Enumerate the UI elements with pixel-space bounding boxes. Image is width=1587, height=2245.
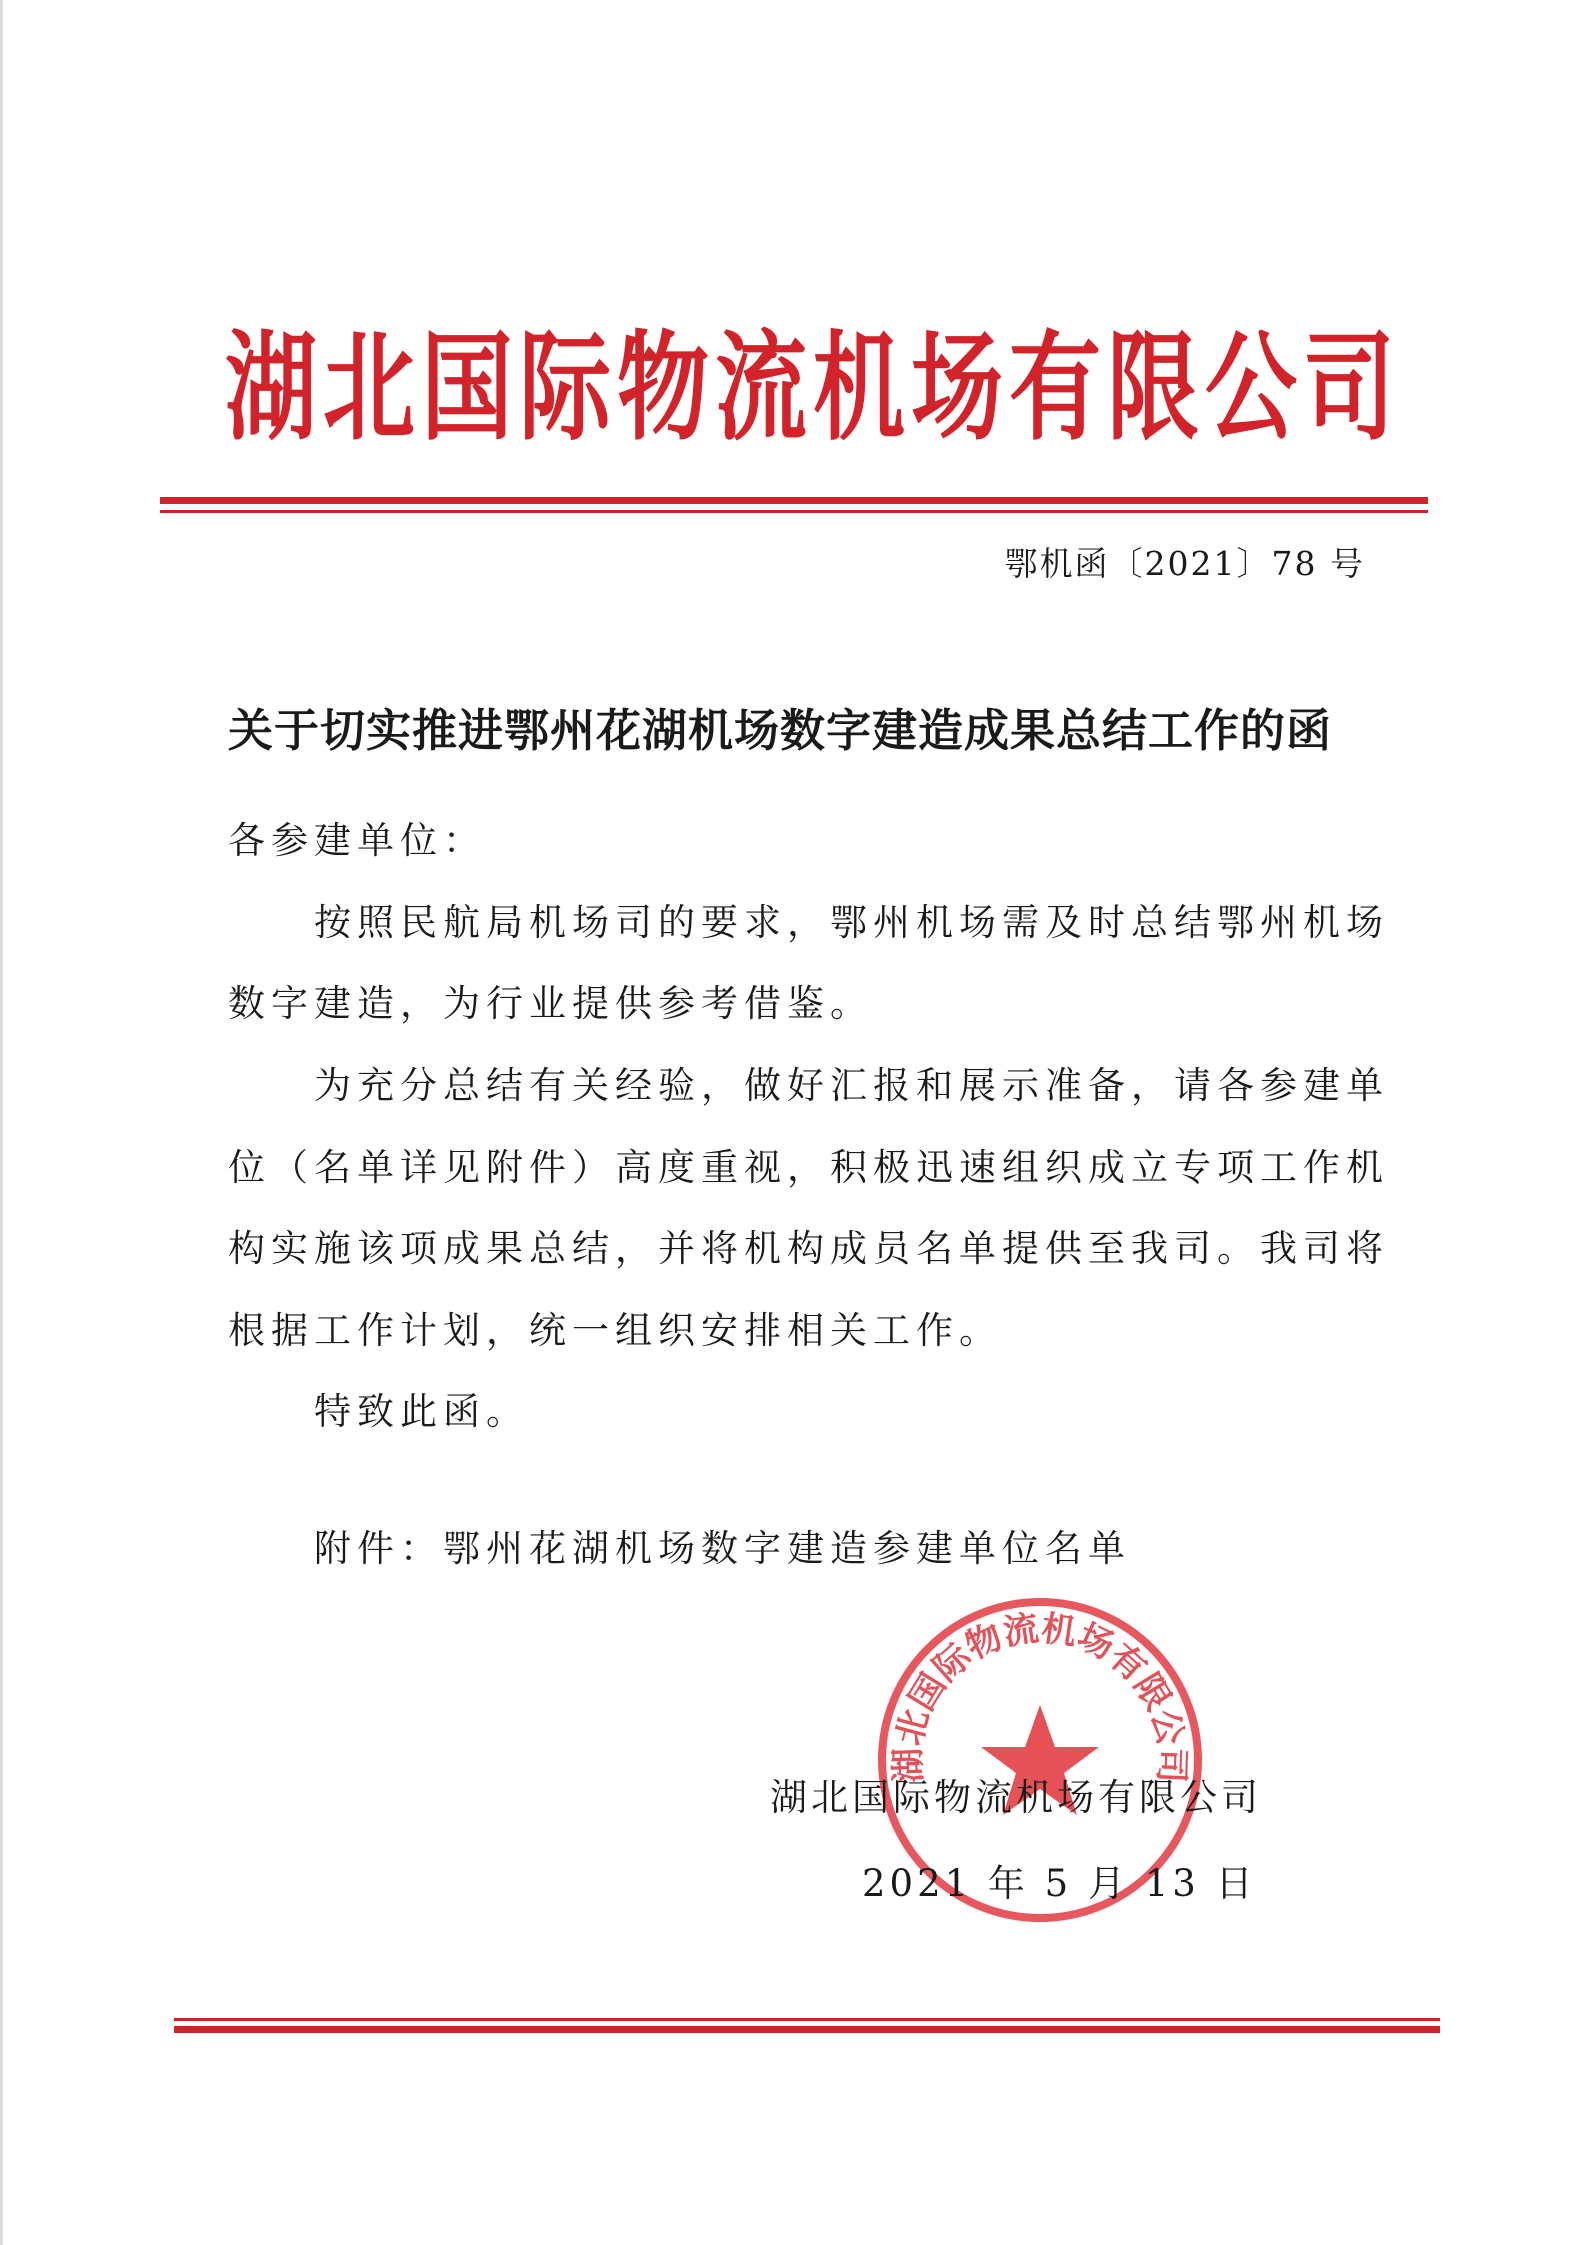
attachment-note: 附件：鄂州花湖机场数字建造参建单位名单 [314, 1527, 1131, 1570]
body-line: 数字建造，为行业提供参考借鉴。 [228, 982, 873, 1025]
seal-text: 湖北国际物流机场有限公司 [888, 1608, 1192, 1784]
document-title: 关于切实推进鄂州花湖机场数字建造成果总结工作的函 [228, 704, 1333, 757]
salutation: 各参建单位： [228, 819, 486, 862]
signature-date: 2021 年 5 月 13 日 [862, 1862, 1257, 1905]
body-line: 根据工作计划，统一组织安排相关工作。 [228, 1309, 1002, 1352]
signature-organization: 湖北国际物流机场有限公司 [770, 1776, 1262, 1819]
page-edge [0, 0, 3, 2245]
body-line: 位（名单详见附件）高度重视，积极迅速组织成立专项工作机 [228, 1146, 1389, 1189]
footer-rule-thin [174, 2018, 1440, 2021]
body-line: 按照民航局机场司的要求，鄂州机场需及时总结鄂州机场 [314, 901, 1389, 944]
document-number: 鄂机函〔2021〕78 号 [1004, 544, 1365, 583]
masthead-organization: 湖北国际物流机场有限公司 [225, 319, 1402, 457]
body-line: 构实施该项成果总结，并将机构成员名单提供至我司。我司将 [228, 1227, 1389, 1270]
masthead-rule-thin [160, 510, 1428, 513]
masthead-rule-thick [160, 497, 1428, 504]
body-line: 为充分总结有关经验，做好汇报和展示准备，请各参建单 [314, 1064, 1389, 1107]
footer-rule-thick [174, 2026, 1440, 2033]
body-line: 特致此函。 [314, 1390, 529, 1433]
